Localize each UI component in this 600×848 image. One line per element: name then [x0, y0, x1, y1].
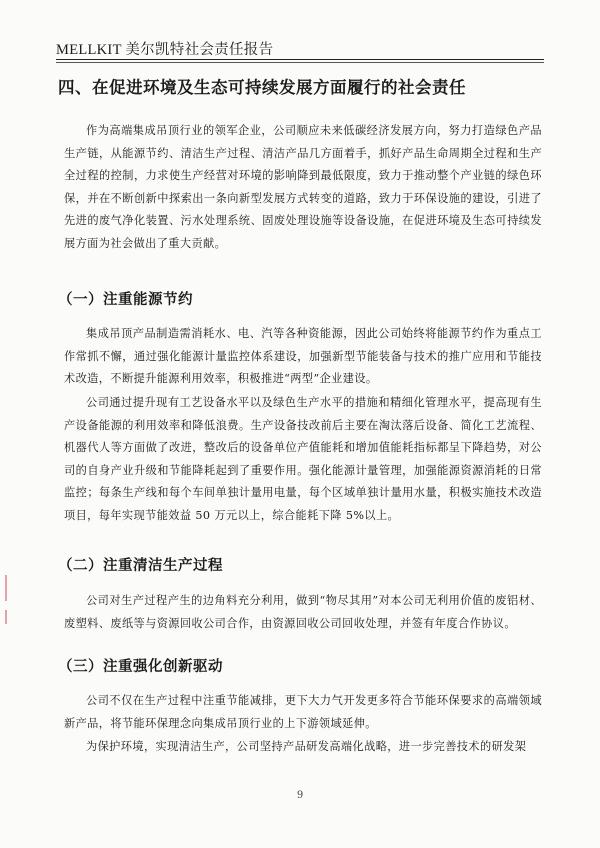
paragraph-energy-2: 公司通过提升现有工艺设备水平以及绿色生产水平的措施和精细化管理水平，提高现有生产设备能源的利用效率和降低浪费。生产设备技改前后主要在淘汰落后设备、简化工艺流程、机器代人等方面做了改进，整改后的设备单位产值能耗和增加值能耗指标都呈下降趋势，对公司的自身产业升级和节能降耗起到了重要作用。强化能源计量管理，加强能源资源消耗的日常监控；每条生产线和每个车间单独计量用电量，每个区域单独计量用水量，积极实施技术改造项目，每年实现节能效益 50 万元以上，综合能耗下降 5%以上。	[64, 396, 542, 522]
subsection-title-innovation: （三）注重强化创新驱动	[58, 659, 223, 675]
intro-paragraph: 作为高端集成吊顶行业的领军企业，公司顺应未来低碳经济发展方向，努力打造绿色产品生产链，从能源节约、清洁生产过程、清洁产品几方面着手，抓好产品生命周期全过程和生产全过程的控制，力求使生产经营对环境的影响降到最低限度，致力于推动整个产业链的绿色环保，并在不断创新中探索出一条向新型发展方式转变的道路，致力于环保设施的建设，引进了先进的废气净化装置、污水处理系统、固废处理设施等设备设施，在促进环境及生态可持续发展方面为社会做出了重大贡献。	[64, 124, 542, 250]
header-divider	[56, 59, 544, 60]
paragraph-clean-production: 公司对生产过程产生的边角料充分利用，做到“物尽其用”对本公司无利用价值的废铝材、废塑料、废纸等与资源回收公司合作，由资源回收公司回收处理，并签有年度合作协议。	[64, 594, 542, 630]
section-title: 四、在促进环境及生态可持续发展方面履行的社会责任	[58, 78, 466, 97]
page-number: 9	[296, 790, 304, 801]
scan-margin-mark	[5, 610, 7, 624]
header-divider-thin	[56, 62, 544, 63]
report-header: MELLKIT 美尔凯特社会责任报告	[56, 42, 274, 58]
scan-margin-mark	[5, 575, 7, 601]
paragraph-innovation-2: 为保护环境，实现清洁生产，公司坚持产品研发高端化战略，进一步完善技术的研发架	[86, 740, 527, 753]
paragraph-innovation-1: 公司不仅在生产过程中注重节能减排，更下大力气开发更多符合节能环保要求的高端领域新产品，将节能环保理念向集成吊顶行业的上下游领域延伸。	[64, 694, 542, 730]
subsection-title-energy: （一）注重能源节约	[58, 292, 193, 308]
paragraph-energy-1: 集成吊顶产品制造需消耗水、电、汽等各种资能源，因此公司始终将能源节约作为重点工作常抓不懈，通过强化能源计量监控体系建设，加强新型节能装备与技术的推广应用和节能技术改造，不断提升能源利用效率，积极推进“两型”企业建设。	[64, 327, 542, 385]
subsection-title-clean-production: （二）注重清洁生产过程	[58, 558, 223, 574]
